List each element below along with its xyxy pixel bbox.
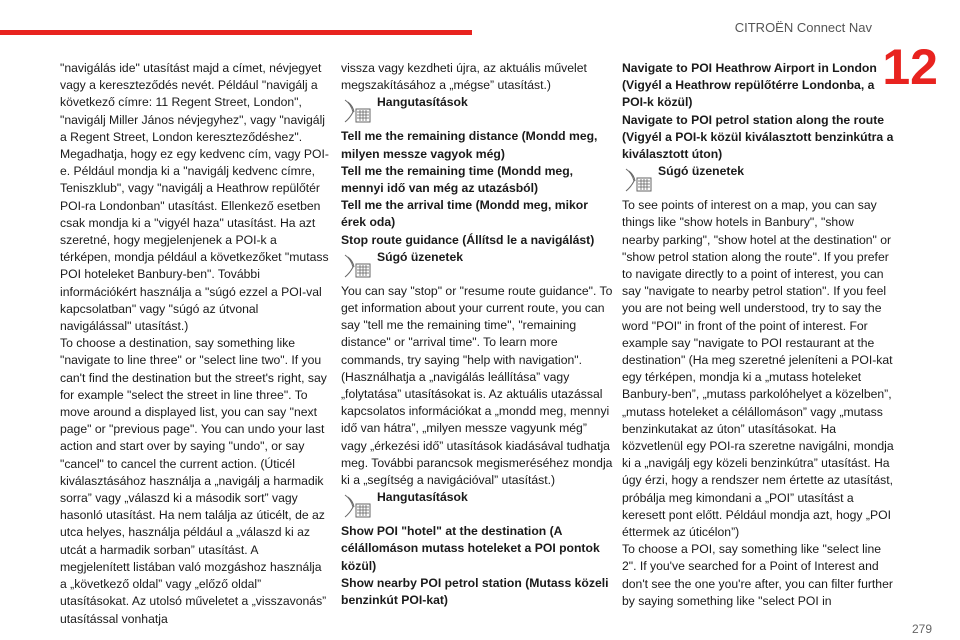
command-line: Show POI "hotel" at the destination (A célállomáson mutass hoteleket a POI pontok közül) [341, 524, 600, 573]
hint-heading [341, 489, 613, 523]
column-3 [622, 60, 894, 610]
hint-label: Súgó üzenetek [377, 249, 464, 264]
voice-hint-icon [341, 249, 373, 281]
voice-hint-icon [341, 489, 373, 521]
hint-label: Hangutasítások [377, 490, 468, 505]
hint-label: Hangutasítások [377, 95, 468, 110]
command-line: Show nearby POI petrol station (Mutass közeli benzinkút POI-kat) [341, 575, 609, 608]
hint-heading [622, 163, 894, 197]
column-1 [60, 60, 330, 628]
column-2 [341, 60, 613, 609]
paragraph: You can say "stop" or "resume route guidance". To get information about your current route, you can say "tell me the remaining time", "remaining distance" or "arrival time". To learn more commands, try saying "help with navigation". (Használhatja a „navigálás leállítása” vagy „folytatása” utasításokat is. Az aktuális utazással kapcsolatos információkat a „mondd meg, mennyi idő van hátra”, „milyen messze vagyunk még” vagy „érkezési idő” utasítások kiadásával tudhatja meg. További parancsok megismeréséhez mondja ki a „segítség a navigációval” utasítást.) [341, 283, 613, 488]
page-header-title: CITROËN Connect Nav [734, 20, 872, 35]
voice-hint-icon [341, 94, 373, 126]
chapter-number: 12 [882, 39, 938, 95]
paragraph: To choose a POI, say something like "select line 2". If you've searched for a Point of Interest and don't see the one you're after, you can filter further by saying something like "select POI in [622, 542, 893, 608]
command-line: Tell me the remaining time (Mondd meg, mennyi idő van még az utazásból) [341, 163, 574, 196]
hint-label: Súgó üzenetek [658, 164, 745, 179]
command-line: Tell me the arrival time (Mondd meg, mikor érek oda) [341, 198, 588, 230]
hint-heading [341, 249, 613, 283]
command-line: Navigate to POI Heathrow Airport in London (Vigyél a Heathrow repülőtérre Londonba, a POI-k közül) [622, 61, 877, 110]
command-line: Navigate to POI petrol station along the route (Vigyél a POI-k közül kiválasztott benzinkútra a kiválasztott úton) [622, 112, 894, 162]
command-line: Tell me the remaining distance (Mondd meg, milyen messze vagyok még) [341, 129, 598, 161]
voice-hint-icon [622, 163, 654, 195]
page-number: 279 [911, 622, 932, 636]
paragraph: To see points of interest on a map, you can say things like "show hotels in Banbury", "show nearby parking", "show hotel at the destination" or "show petrol station along the route". If you prefer to navigate directly to a point of interest, you can say "navigate to nearby petrol station". If you feel you are not being well understood, try to say the word "POI" in front of the point of interest. For example say "navigate to POI restaurant at the destination" (Ha meg szeretné jeleníteni a POI-kat egy térképen, mondja ki a „mutass hoteleket Banbury-ben”, „mutass parkolóhelyet a közelben”, „mutass hoteleket a célállomáson” vagy „mutass benzinkutakat az úton” utasításokat. Ha közvetlenül egy POI-ra szeretne navigálni, mondja ki a „navigálj egy közeli benzinkútra” utasítást. Ha úgy érzi, hogy a rendszer nem értette az utasítást, próbálja meg kimondani a „POI” utasítást a keresett pont előtt. Például mondja azt, hogy „POI éttermek az úticélon”) [622, 198, 894, 540]
paragraph: To choose a destination, say something like "navigate to line three" or "select line two". If you can't find the destination but the street's right, say for example "select the street in line three". To move around a displayed list, you can say "next page" or "previous page". You can undo your last action and start over by saying "undo", or say "cancel" to cancel the current action. (Úticél kiválasztásához használja a „navigálj a harmadik sorra” vagy „válaszd ki a második sort” vagy hasonló utasítást. Ha nem találja az úticélt, de az utca helyes, használja például a „válaszd ki az utcát a harmadik sorban” utasítást. A megjelenített listában való mozgáshoz használja a „következő oldal” vagy „előző oldal” utasításokat. Az utolsó műveletet a „visszavonás” utasítással vonhatja [60, 336, 327, 626]
paragraph: "navigálás ide" utasítást majd a címet, névjegyet vagy a kereszteződés nevét. Például "navigálj a következő címre: 11 Regent Street, London", "navigálj Miller János névjegyhez", vagy "navigálj a Regent Street, London kereszteződéshez". Megadhatja, hogy ez egy kedvenc cím, vagy POI-e. Például mondja ki a "navigálj kedvenc címre, Teniszklub", vagy "navigálj a Heathrow repülőtér POI-ra Londonban" utasítást. Ellenkező esetben csak mondja ki a "vigyél haza" utasítást. Ha azt szeretné, hogy megjelenjenek a POI-k a térképen, mondja például a következőket "mutass POI hoteleket Banbury-ben". További információkért használja a "súgó ezzel a POI-val kapcsolatban" vagy "súgó az útvonal navigálással" utasítást.) [60, 61, 329, 334]
header-red-bar [0, 30, 472, 35]
command-line: Stop route guidance (Állítsd le a navigálást) [341, 232, 595, 247]
paragraph: vissza vagy kezdheti újra, az aktuális művelet megszakításához a „mégse” utasítást.) [341, 61, 587, 93]
hint-heading [341, 94, 613, 128]
